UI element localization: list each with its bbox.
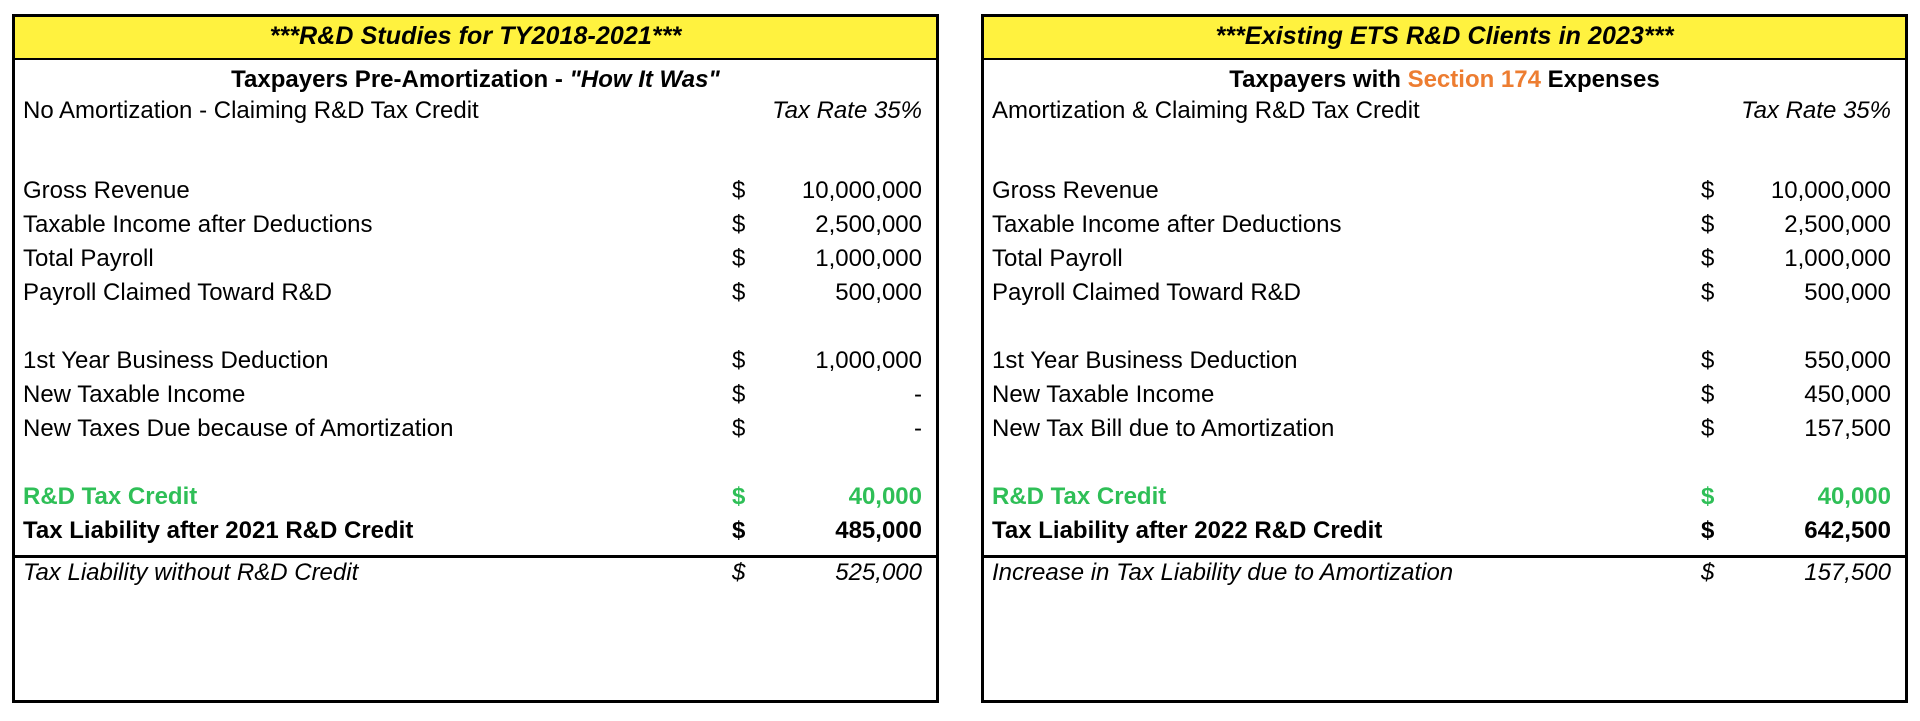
panel-right-subtitle-accent: Section 174 <box>1407 66 1541 93</box>
tax-liability-footer-row <box>23 561 928 595</box>
row-amount: 40,000 <box>848 483 922 511</box>
row-currency: $ <box>732 245 746 273</box>
row-amount: 2,500,000 <box>815 211 922 239</box>
row-label: R&D Tax Credit <box>23 485 198 510</box>
row-amount: 550,000 <box>1804 347 1891 375</box>
row-label: New Taxable Income <box>992 383 1215 408</box>
row-amount: 450,000 <box>1804 381 1891 409</box>
row-amount: 10,000,000 <box>1770 177 1891 205</box>
row-amount: 10,000,000 <box>801 177 922 205</box>
row-label: Gross Revenue <box>23 179 190 204</box>
row-currency: $ <box>1701 483 1715 511</box>
panel-left <box>12 14 939 703</box>
row-label: Taxable Income after Deductions <box>992 213 1342 238</box>
row-label: Tax Liability after 2021 R&D Credit <box>23 519 414 544</box>
row-currency: $ <box>732 483 746 511</box>
row-currency: $ <box>1701 347 1715 375</box>
row-label: R&D Tax Credit <box>992 485 1167 510</box>
spacer <box>23 315 928 349</box>
row-label: New Tax Bill due to Amortization <box>992 417 1335 442</box>
spacer <box>992 451 1897 485</box>
panel-left-title: ***R&D Studies for TY2018-2021*** <box>15 17 936 60</box>
panel-right-subtitle <box>984 60 1905 99</box>
panel-left-subtitle <box>15 60 936 99</box>
row-amount: 500,000 <box>835 279 922 307</box>
row-amount: - <box>914 415 922 443</box>
row-label: Tax Liability without R&D Credit <box>23 561 359 586</box>
table-row <box>992 213 1897 247</box>
table-row <box>992 179 1897 213</box>
row-currency: $ <box>1701 415 1715 443</box>
table-row <box>23 213 928 247</box>
table-row <box>23 383 928 417</box>
panel-left-tax-rate: Tax Rate 35% <box>772 97 922 125</box>
row-currency: $ <box>732 211 746 239</box>
row-currency: $ <box>732 415 746 443</box>
row-currency: $ <box>732 279 746 307</box>
row-currency: $ <box>1701 177 1715 205</box>
table-row <box>992 247 1897 281</box>
spacer <box>23 451 928 485</box>
row-label: Tax Liability after 2022 R&D Credit <box>992 519 1383 544</box>
row-currency: $ <box>732 559 746 587</box>
row-amount: 1,000,000 <box>815 245 922 273</box>
row-label: Taxable Income after Deductions <box>23 213 373 238</box>
panel-right <box>981 14 1908 703</box>
row-currency: $ <box>1701 211 1715 239</box>
tax-liability-footer-row <box>992 561 1897 595</box>
row-label: Total Payroll <box>992 247 1123 272</box>
table-row <box>992 417 1897 451</box>
row-currency: $ <box>732 517 746 545</box>
spacer <box>992 315 1897 349</box>
row-currency: $ <box>1701 517 1715 545</box>
row-amount: 1,000,000 <box>815 347 922 375</box>
row-label: 1st Year Business Deduction <box>23 349 329 374</box>
row-amount: - <box>914 381 922 409</box>
rd-tax-credit-row <box>992 485 1897 519</box>
panel-left-scenario-label: No Amortization - Claiming R&D Tax Credit <box>23 99 479 124</box>
row-amount: 525,000 <box>835 559 922 587</box>
row-amount: 2,500,000 <box>1784 211 1891 239</box>
panel-right-subtitle-prefix: Taxpayers with <box>1229 66 1408 93</box>
row-currency: $ <box>732 347 746 375</box>
row-amount: 485,000 <box>835 517 922 545</box>
table-row <box>992 349 1897 383</box>
row-amount: 642,500 <box>1804 517 1891 545</box>
row-currency: $ <box>1701 559 1715 587</box>
panel-left-subtitle-quoted: "How It Was" <box>569 66 720 93</box>
panel-right-scenario-label: Amortization & Claiming R&D Tax Credit <box>992 99 1420 124</box>
table-row <box>23 281 928 315</box>
rd-tax-credit-row <box>23 485 928 519</box>
row-label: 1st Year Business Deduction <box>992 349 1298 374</box>
table-row <box>23 247 928 281</box>
spacer <box>992 139 1897 179</box>
panel-right-subtitle-suffix: Expenses <box>1540 66 1660 93</box>
panel-left-rows <box>15 99 936 700</box>
row-amount: 157,500 <box>1804 559 1891 587</box>
table-row <box>992 281 1897 315</box>
panel-right-scenario-row <box>992 99 1897 139</box>
row-label: New Taxable Income <box>23 383 246 408</box>
row-amount: 40,000 <box>1817 483 1891 511</box>
table-row <box>992 383 1897 417</box>
row-currency: $ <box>732 177 746 205</box>
panel-right-title: ***Existing ETS R&D Clients in 2023*** <box>984 17 1905 60</box>
table-row <box>23 179 928 213</box>
row-label: Payroll Claimed Toward R&D <box>23 281 332 306</box>
row-currency: $ <box>1701 381 1715 409</box>
row-currency: $ <box>1701 245 1715 273</box>
spacer <box>23 139 928 179</box>
row-currency: $ <box>1701 279 1715 307</box>
row-label: Gross Revenue <box>992 179 1159 204</box>
tax-liability-total-row <box>992 519 1897 553</box>
total-divider <box>15 555 936 558</box>
row-label: Total Payroll <box>23 247 154 272</box>
row-currency: $ <box>732 381 746 409</box>
panel-left-scenario-row <box>23 99 928 139</box>
row-amount: 1,000,000 <box>1784 245 1891 273</box>
table-row <box>23 417 928 451</box>
panel-left-subtitle-prefix: Taxpayers Pre-Amortization - <box>231 66 570 93</box>
total-divider <box>984 555 1905 558</box>
row-label: Increase in Tax Liability due to Amortization <box>992 561 1454 586</box>
tax-liability-total-row <box>23 519 928 553</box>
row-amount: 500,000 <box>1804 279 1891 307</box>
panel-right-tax-rate: Tax Rate 35% <box>1741 97 1891 125</box>
panel-right-rows <box>984 99 1905 700</box>
row-amount: 157,500 <box>1804 415 1891 443</box>
table-row <box>23 349 928 383</box>
row-label: New Taxes Due because of Amortization <box>23 417 454 442</box>
row-label: Payroll Claimed Toward R&D <box>992 281 1301 306</box>
